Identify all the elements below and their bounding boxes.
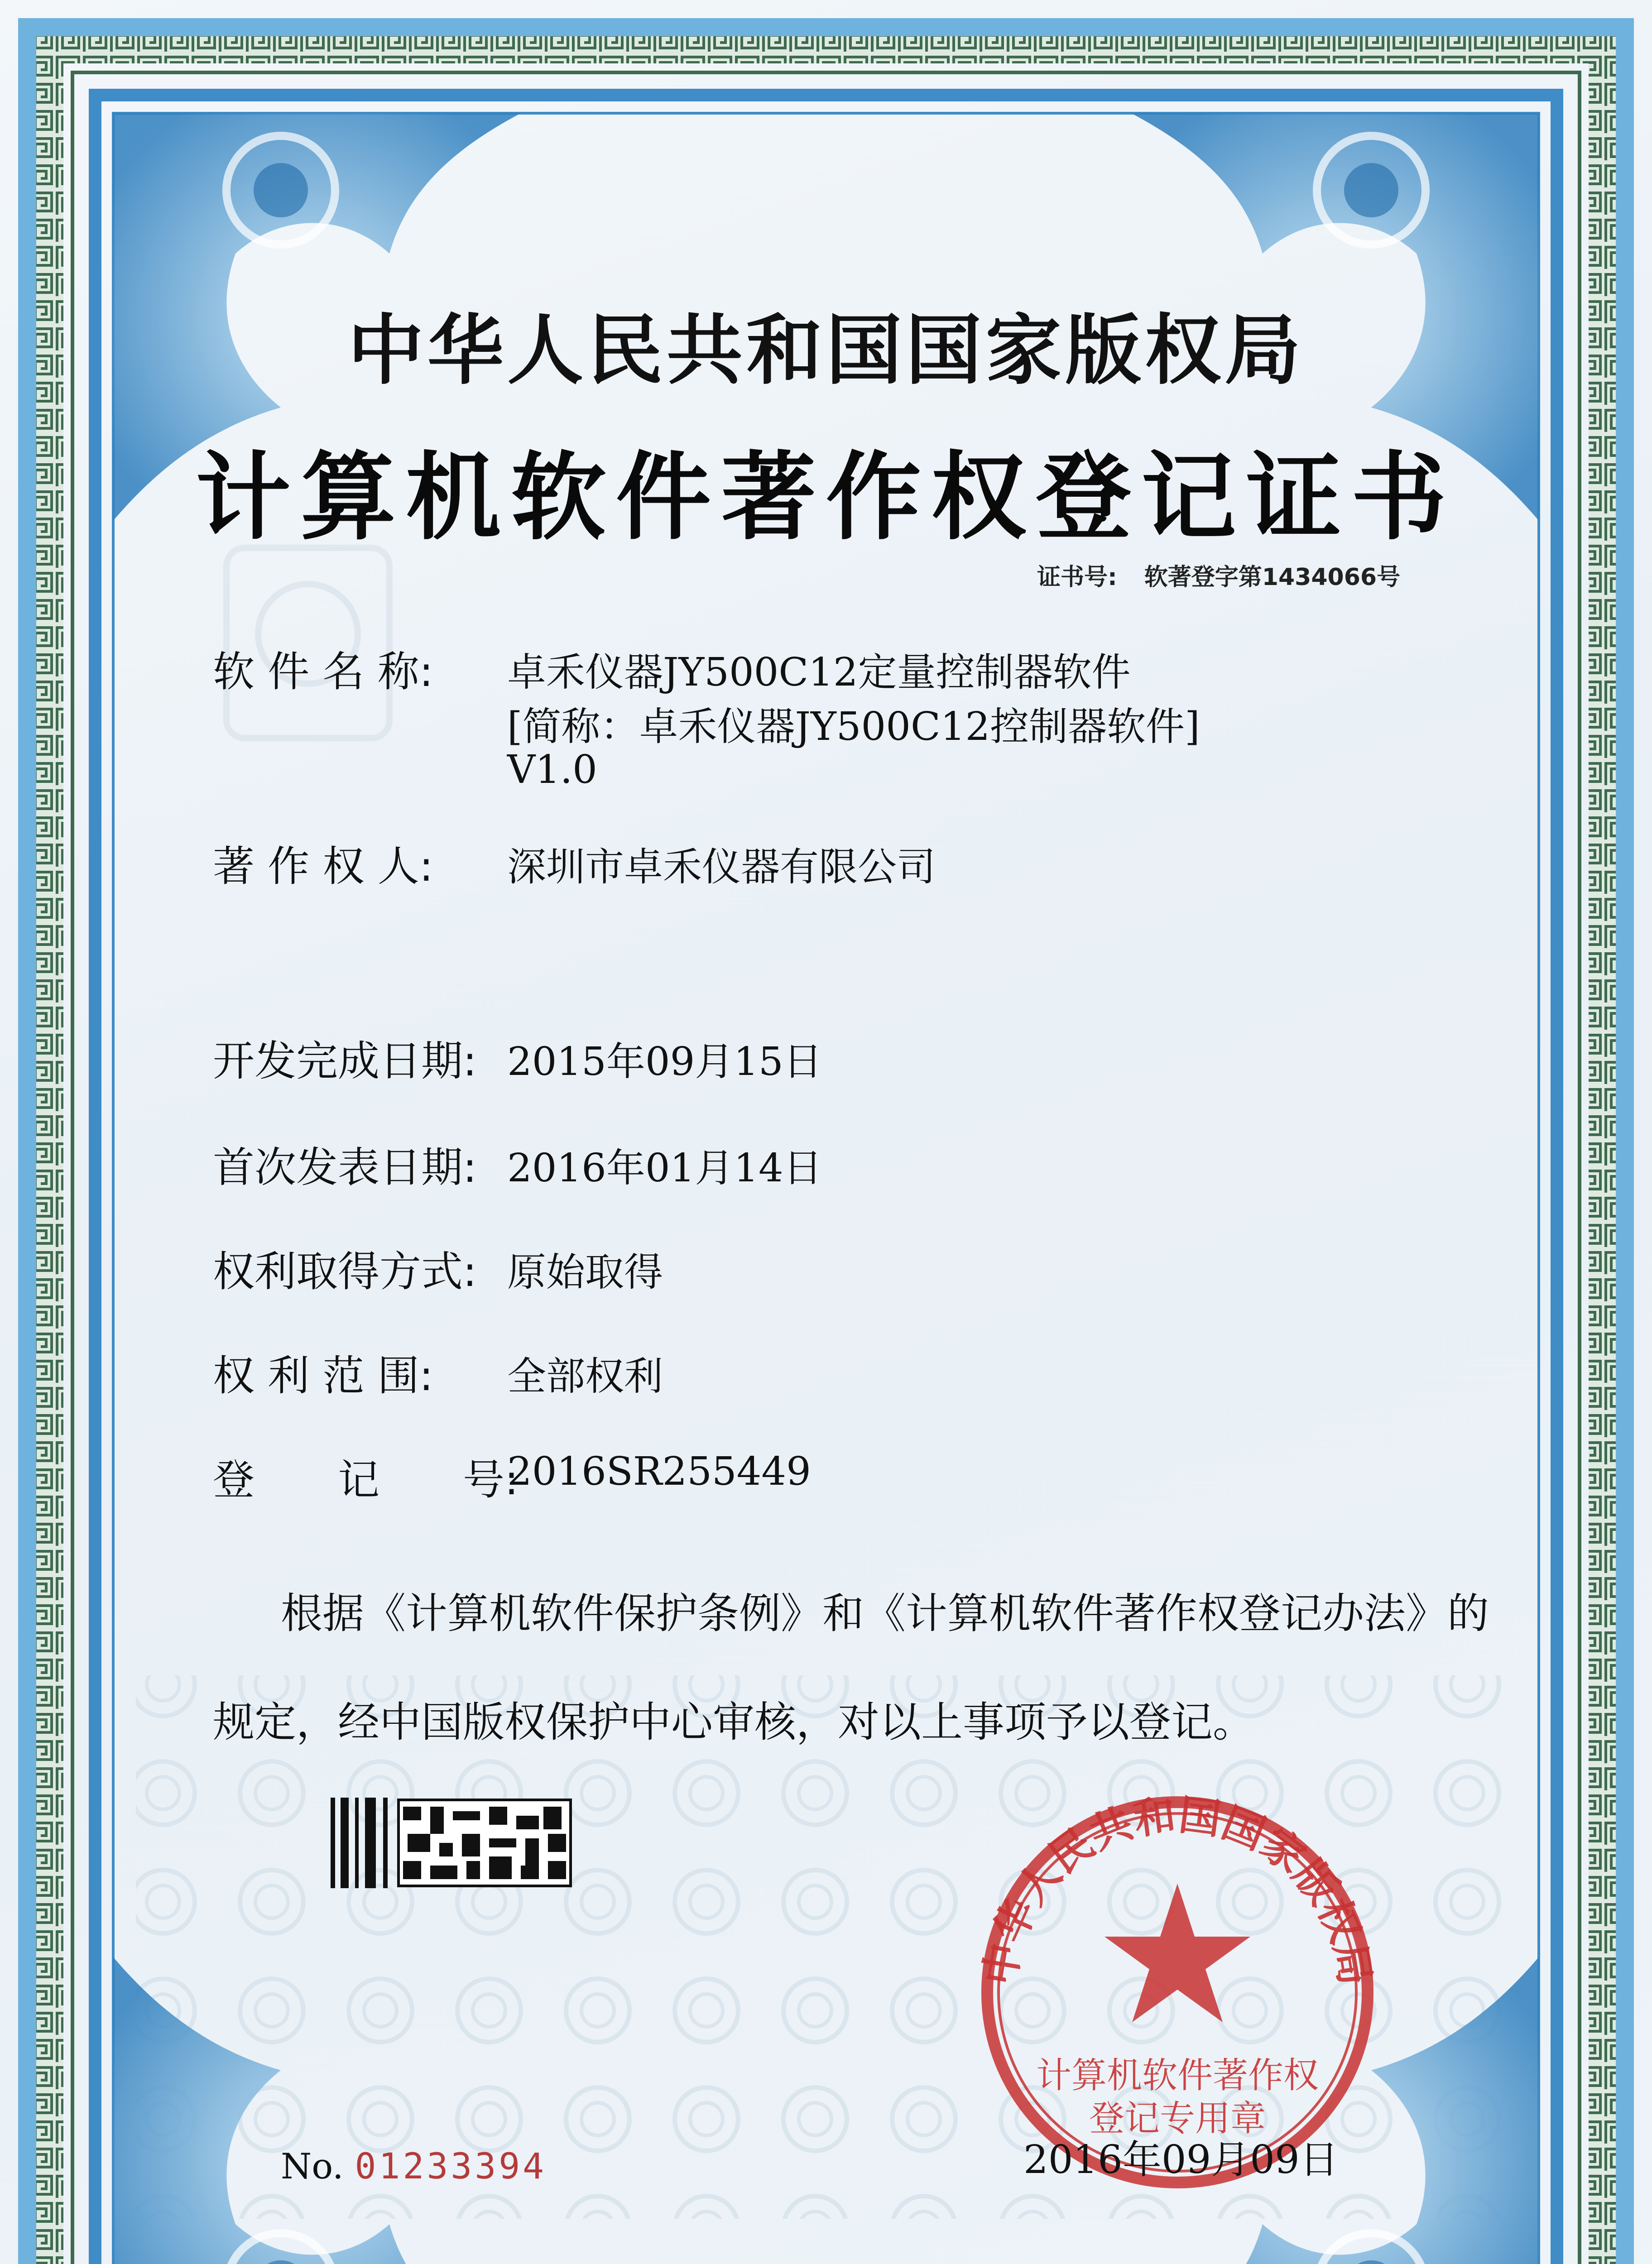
- software-version: V1.0: [507, 747, 597, 792]
- certificate-number-value: 软著登字第1434066号: [1144, 564, 1401, 591]
- serial-number: [281, 2146, 547, 2187]
- svg-text:中华人民共和国国家版权局: [975, 1790, 1379, 1988]
- owner-value: 深圳市卓禾仪器有限公司: [507, 844, 936, 890]
- acquire-method-value: 原始取得: [507, 1250, 663, 1295]
- rights-scope-label: 权 利 范 围:: [213, 1352, 433, 1400]
- software-name-line1: 卓禾仪器JY500C12定量控制器软件: [507, 650, 1131, 695]
- registration-number-label: 登 记 号:: [213, 1456, 519, 1504]
- issuing-authority: 中华人民共和国国家版权局: [348, 306, 1304, 395]
- seal-line1: 计算机软件著作权: [1036, 2055, 1319, 2096]
- software-name-label: 软 件 名 称:: [213, 648, 433, 696]
- rights-scope-value: 全部权利: [507, 1354, 663, 1399]
- software-name-line2: [简称：卓禾仪器JY500C12控制器软件]: [507, 704, 1200, 749]
- dev-date-value: 2015年09月15日: [507, 1039, 822, 1084]
- pub-date-label: 首次发表日期:: [213, 1143, 477, 1192]
- stamp-date: 2016年09月09日: [1023, 2137, 1339, 2182]
- owner-label: 著 作 权 人:: [213, 842, 433, 891]
- statement-line2: 规定，经中国版权保护中心审核，对以上事项予以登记。: [213, 1698, 1255, 1746]
- registration-number-value: 2016SR255449: [507, 1449, 811, 1494]
- dev-date-label: 开发完成日期:: [213, 1037, 477, 1085]
- seal-ring-text: 中华人民共和国国家版权局: [975, 1790, 1380, 1989]
- certificate-number-label: 证书号:: [1037, 564, 1117, 591]
- certificate-title: 计算机软件著作权登记证书: [195, 442, 1456, 553]
- statement-line1: 根据《计算机软件保护条例》和《计算机软件著作权登记办法》的: [281, 1589, 1489, 1638]
- seal-line2: 登记专用章: [1089, 2098, 1266, 2139]
- serial-label: No.: [281, 2146, 344, 2187]
- pub-date-value: 2016年01月14日: [507, 1146, 822, 1191]
- acquire-method-label: 权利取得方式:: [213, 1247, 477, 1296]
- serial-value: 01233394: [355, 2146, 547, 2187]
